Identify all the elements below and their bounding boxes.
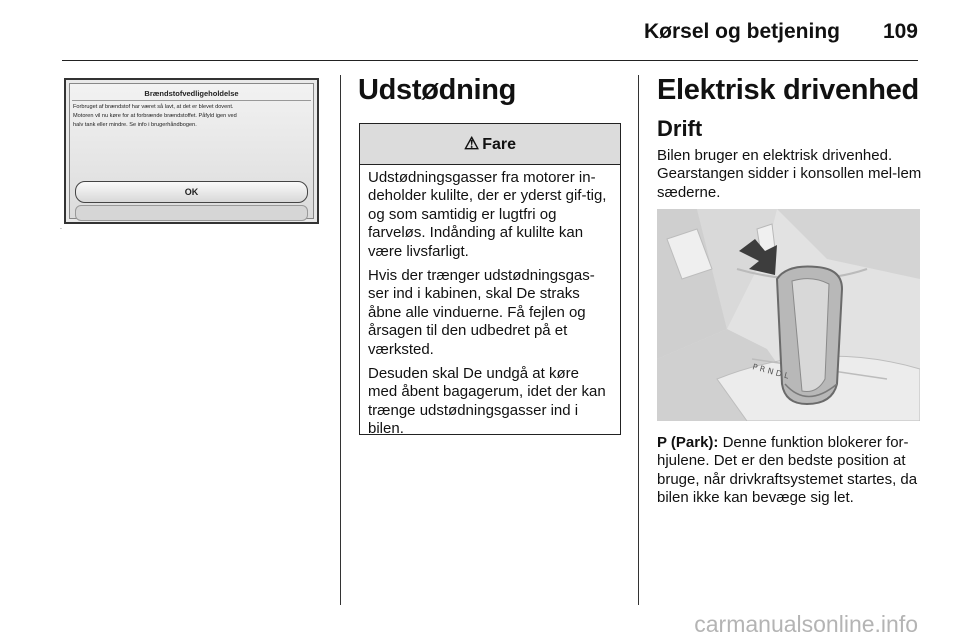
dialog-line: Forbruget af brændstof har været så lavt, at det er blevet dovent. [73,104,234,110]
gear-selector-illustration [657,209,920,421]
danger-paragraph: Desuden skal De undgå at køre med åbent bagagerum, idet der kan trænge udstødningsgasser ind i bilen. [368,365,606,438]
operation-subheading: Drift [657,116,703,141]
header-rule [62,60,918,61]
park-term: P (Park): [657,434,719,451]
dialog-message [73,103,303,129]
dialog-line: Motoren vil nu køre for at forbrænde brændstoffet. Påfyld igen ved [73,112,237,119]
danger-header [360,124,620,165]
page-number: 109 [882,20,918,43]
danger-label: Fare [482,136,517,153]
intro-paragraph: Bilen bruger en elektrisk drivenhed. Gearstangen sidder i konsollen mel-lem sæderne. [657,147,922,201]
danger-box [359,123,621,438]
danger-paragraph: Udstødningsgasser fra motorer in-deholder kulilte, der er yderst gif-tig, og som samtidig er lugtfri og farveløs. Indånding af kulilte kan være livsfarligt. [368,169,607,260]
section-title: Kørsel og betjening [643,20,840,43]
watermark: carmanualsonline.info [694,611,918,637]
dialog-title: Brændstofvedligeholdelse [144,89,239,98]
image-mark: . [60,224,62,231]
ok-button: OK [75,181,308,203]
electric-drive-heading: Elektrisk drivenhed [657,74,919,106]
dialog-line: halv tank eller mindre. Se info i brugerhåndbogen. [73,121,197,128]
park-paragraph [657,434,922,508]
warning-triangle-icon: ⚠ [463,134,480,153]
dialog-divider [72,100,311,101]
column-divider-left [340,75,341,605]
fuel-maintenance-screen [64,78,319,224]
dialog-window [69,83,314,219]
page-header [0,0,960,62]
dialog-bottom-bar [75,205,308,221]
exhaust-heading: Udstødning [358,74,517,106]
danger-body [360,165,620,439]
park-text: Denne funktion blokerer for-hjulene. Det er den bedste position at bruge, når drivkraftsystemet startes, da bilen ikke kan bevæge sig let. [657,434,918,507]
svg-text:P R N D L: P R N D L [751,362,790,381]
column-divider-right [638,75,639,605]
danger-paragraph: Hvis der trænger udstødningsgas-ser ind i kabinen, skal De straks åbne alle vinduerne. Få fejlen og årsagen til den udbedret på et værksted. [368,267,595,358]
